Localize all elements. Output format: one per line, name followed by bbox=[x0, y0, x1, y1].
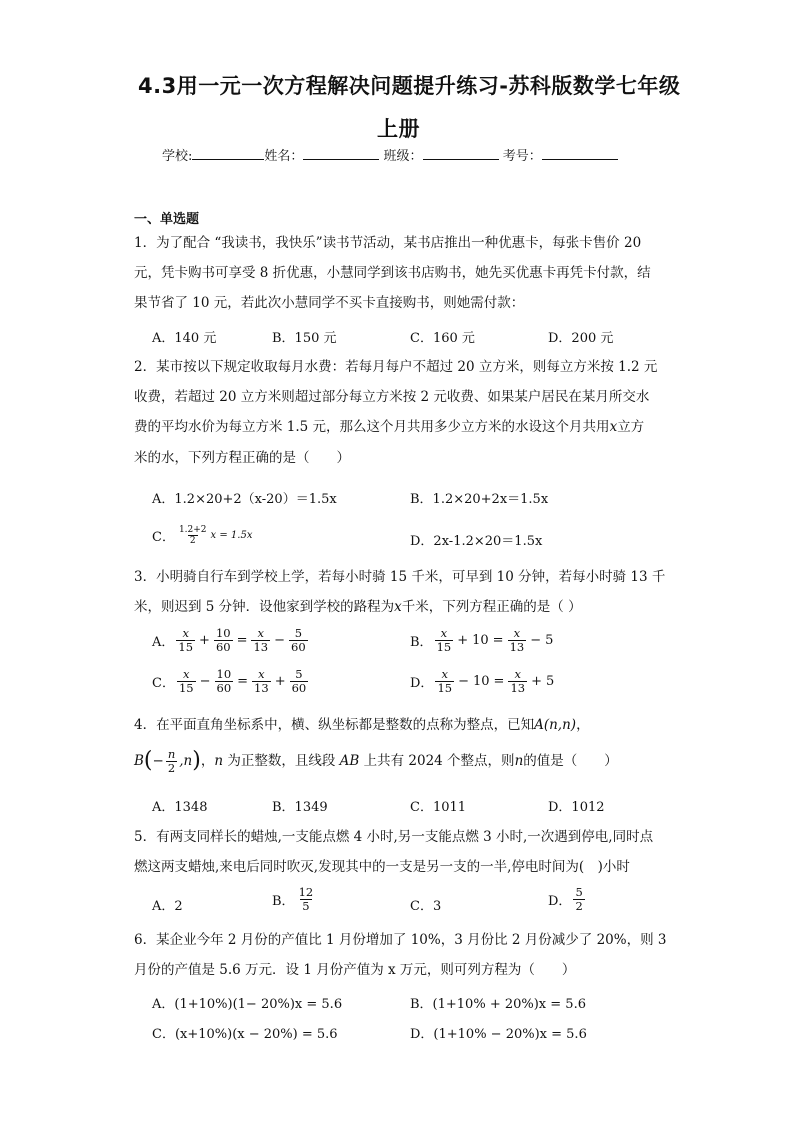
name-label: 姓名： bbox=[264, 149, 304, 164]
q5-option-b-fraction: $\frac{12}{5}$ bbox=[298, 885, 314, 913]
page-title-line2: 上册 bbox=[377, 117, 420, 141]
q1-option-c[interactable]: C．160 元 bbox=[410, 331, 475, 346]
q3-option-b[interactable]: B． $\frac{x}{15}$ + 10 = $\frac{x}{13}$ − 5 bbox=[410, 626, 554, 654]
q5-option-c[interactable]: C．3 bbox=[410, 899, 442, 914]
q4-option-b[interactable]: B．1349 bbox=[272, 800, 328, 815]
page-title: 4.3用一元一次方程解决问题提升练习-苏科版数学七年级 bbox=[138, 74, 681, 98]
q6-option-d[interactable]: D．(1+10% − 20%)x = 5.6 bbox=[410, 1027, 587, 1042]
q5-option-b[interactable] bbox=[272, 886, 317, 913]
class-field[interactable] bbox=[423, 147, 499, 160]
school-label: 学校: bbox=[162, 149, 193, 164]
q2-option-c-den: 2 bbox=[189, 536, 196, 546]
id-label: 考号： bbox=[502, 149, 542, 164]
q3-option-c-label: C． bbox=[152, 676, 175, 691]
q2-line3-text: 费的平均水价为每立方米 1.5 元，那么这个月共用多少立方米的水设这个月共用 bbox=[134, 419, 610, 435]
q5-option-d-fraction: $\frac{5}{2}$ bbox=[575, 885, 583, 913]
q3-line1: 3．小明骑自行车到学校上学，若每小时骑 15 千米，可早到 10 分钟，若每小时骑 13 千 bbox=[134, 569, 666, 585]
q2-line1: 2．某市按以下规定收取每月水费：若每月每户不超过 20 立方米，则每立方米按 1.2 元 bbox=[134, 359, 658, 375]
q6-line1: 6．某企业今年 2 月份的产值比 1 月份增加了 10%，3 月份比 2 月份减少了 20%，则 3 bbox=[134, 932, 667, 948]
q1-line1: 1．为了配合 “我读书，我快乐”读书节活动，某书店推出一种优惠卡，每张卡售价 20 bbox=[134, 235, 642, 251]
q2-option-a[interactable]: A．1.2×20+2（x-20）＝1.5x bbox=[152, 492, 337, 507]
q2-line3 bbox=[134, 412, 644, 442]
q6-line2: 月份的产值是 5.6 万元．设 1 月份产值为 x 万元，则可列方程为（ ） bbox=[134, 962, 576, 978]
q3-line2-text: 米，则迟到 5 分钟．设他家到学校的路程为 bbox=[134, 599, 395, 615]
q4-option-d[interactable]: D．1012 bbox=[548, 800, 605, 815]
q6-option-a[interactable]: A．(1+10%)(1− 20%)x = 5.6 bbox=[152, 997, 343, 1012]
q2-line2: 收费，若超过 20 立方米则超过部分每立方米按 2 元收费、如果某户居民在某月所交水 bbox=[134, 389, 650, 405]
q4-point-a: A(n,n) bbox=[534, 717, 577, 733]
section-title: 一、单选题 bbox=[134, 212, 200, 227]
q2-option-c-num: 1.2+2 bbox=[178, 525, 207, 535]
q2-option-c-label: C． bbox=[152, 530, 175, 545]
school-field[interactable] bbox=[192, 147, 264, 160]
q3-line2 bbox=[134, 592, 582, 622]
q1-line2: 元，凭卡购书可享受 8 折优惠，小慧同学到该书店购书，她先买优惠卡再凭卡付款，结 bbox=[134, 265, 651, 281]
q3-option-b-label: B． bbox=[410, 635, 433, 650]
q4-option-c[interactable]: C．1011 bbox=[410, 800, 467, 815]
q1-option-b[interactable]: B．150 元 bbox=[272, 331, 337, 346]
q3-option-a-label: A． bbox=[152, 635, 175, 650]
q3-frac-10-60: $\frac{10}{60}$ bbox=[215, 626, 231, 654]
id-field[interactable] bbox=[542, 147, 618, 160]
q6-option-b[interactable]: B．(1+10% + 20%)x = 5.6 bbox=[410, 997, 586, 1012]
q5-option-a[interactable]: A．2 bbox=[152, 899, 183, 914]
q3-frac-5-60: $\frac{5}{60}$ bbox=[291, 626, 306, 654]
q5-option-d-label: D． bbox=[548, 894, 572, 909]
q2-option-b[interactable]: B．1.2×20+2x＝1.5x bbox=[410, 492, 549, 507]
q3-line2-end: 千米，下列方程正确的是（ ） bbox=[401, 599, 582, 615]
q5-option-b-label: B． bbox=[272, 894, 295, 909]
q2-var-x: x bbox=[609, 419, 618, 435]
q4-option-a[interactable]: A．1348 bbox=[152, 800, 208, 815]
q2-line3-end: 立方 bbox=[617, 419, 645, 435]
q3-option-d[interactable]: D． $\frac{x}{15}$ − 10 = $\frac{x}{13}$ + 5 bbox=[410, 667, 555, 695]
q5-line2: 燃这两支蜡烛,来电后同时吹灭,发现其中的一支是另一支的一半,停电时间为( )小时 bbox=[134, 859, 630, 875]
q1-option-a[interactable]: A．140 元 bbox=[152, 331, 217, 346]
q5-option-d[interactable] bbox=[548, 886, 587, 913]
q2-option-c[interactable] bbox=[152, 525, 252, 546]
q4-line1: 4．在平面直角坐标系中，横、纵坐标都是整数的点称为整点，已知A(n,n)， bbox=[134, 717, 590, 733]
q3-frac-x13: $\frac{x}{13}$ bbox=[253, 626, 269, 654]
student-info bbox=[162, 145, 618, 164]
q4-line1-text: 4．在平面直角坐标系中，横、纵坐标都是整数的点称为整点，已知 bbox=[134, 717, 535, 733]
q4-point-b: B bbox=[134, 753, 144, 769]
q2-option-c-rest: x = 1.5x bbox=[210, 530, 253, 541]
q4-point-b-fraction: $\frac{n}{2}$ bbox=[167, 746, 176, 775]
q2-line4: 米的水，下列方程正确的是（ ） bbox=[134, 450, 350, 466]
q4-line2: B ( − $\frac{n}{2}$ ,n ) ， n 为正整数，且线段 AB 上共有 2024 个整点，则 n 的值是（ ） bbox=[134, 746, 618, 775]
q1-option-d[interactable]: D．200 元 bbox=[548, 331, 614, 346]
q2-option-c-fraction bbox=[177, 525, 209, 546]
q3-option-c[interactable]: C． $\frac{x}{15}$ − $\frac{10}{60}$ = $\frac{x}{13}$ + $\frac{5}{60}$ bbox=[152, 667, 307, 695]
q5-line1: 5．有两支同样长的蜡烛,一支能点燃 4 小时,另一支能点燃 3 小时,一次遇到停电,同时点 bbox=[134, 829, 654, 845]
q3-option-d-label: D． bbox=[410, 676, 434, 691]
name-field[interactable] bbox=[303, 147, 379, 160]
q3-var-x: x bbox=[394, 599, 402, 615]
q3-option-a[interactable]: A． $\frac{x}{15}$ + $\frac{10}{60}$ = $\frac{x}{13}$ − $\frac{5}{60}$ bbox=[152, 626, 306, 654]
q2-option-d[interactable]: D．2x-1.2×20＝1.5x bbox=[410, 534, 543, 549]
q3-frac-x15: $\frac{x}{15}$ bbox=[178, 626, 194, 654]
class-label: 班级： bbox=[383, 149, 423, 164]
q6-option-c[interactable]: C．(x+10%)(x − 20%) = 5.6 bbox=[152, 1027, 338, 1042]
q1-line3: 果节省了 10 元，若此次小慧同学不买卡直接购书，则她需付款： bbox=[134, 295, 525, 311]
